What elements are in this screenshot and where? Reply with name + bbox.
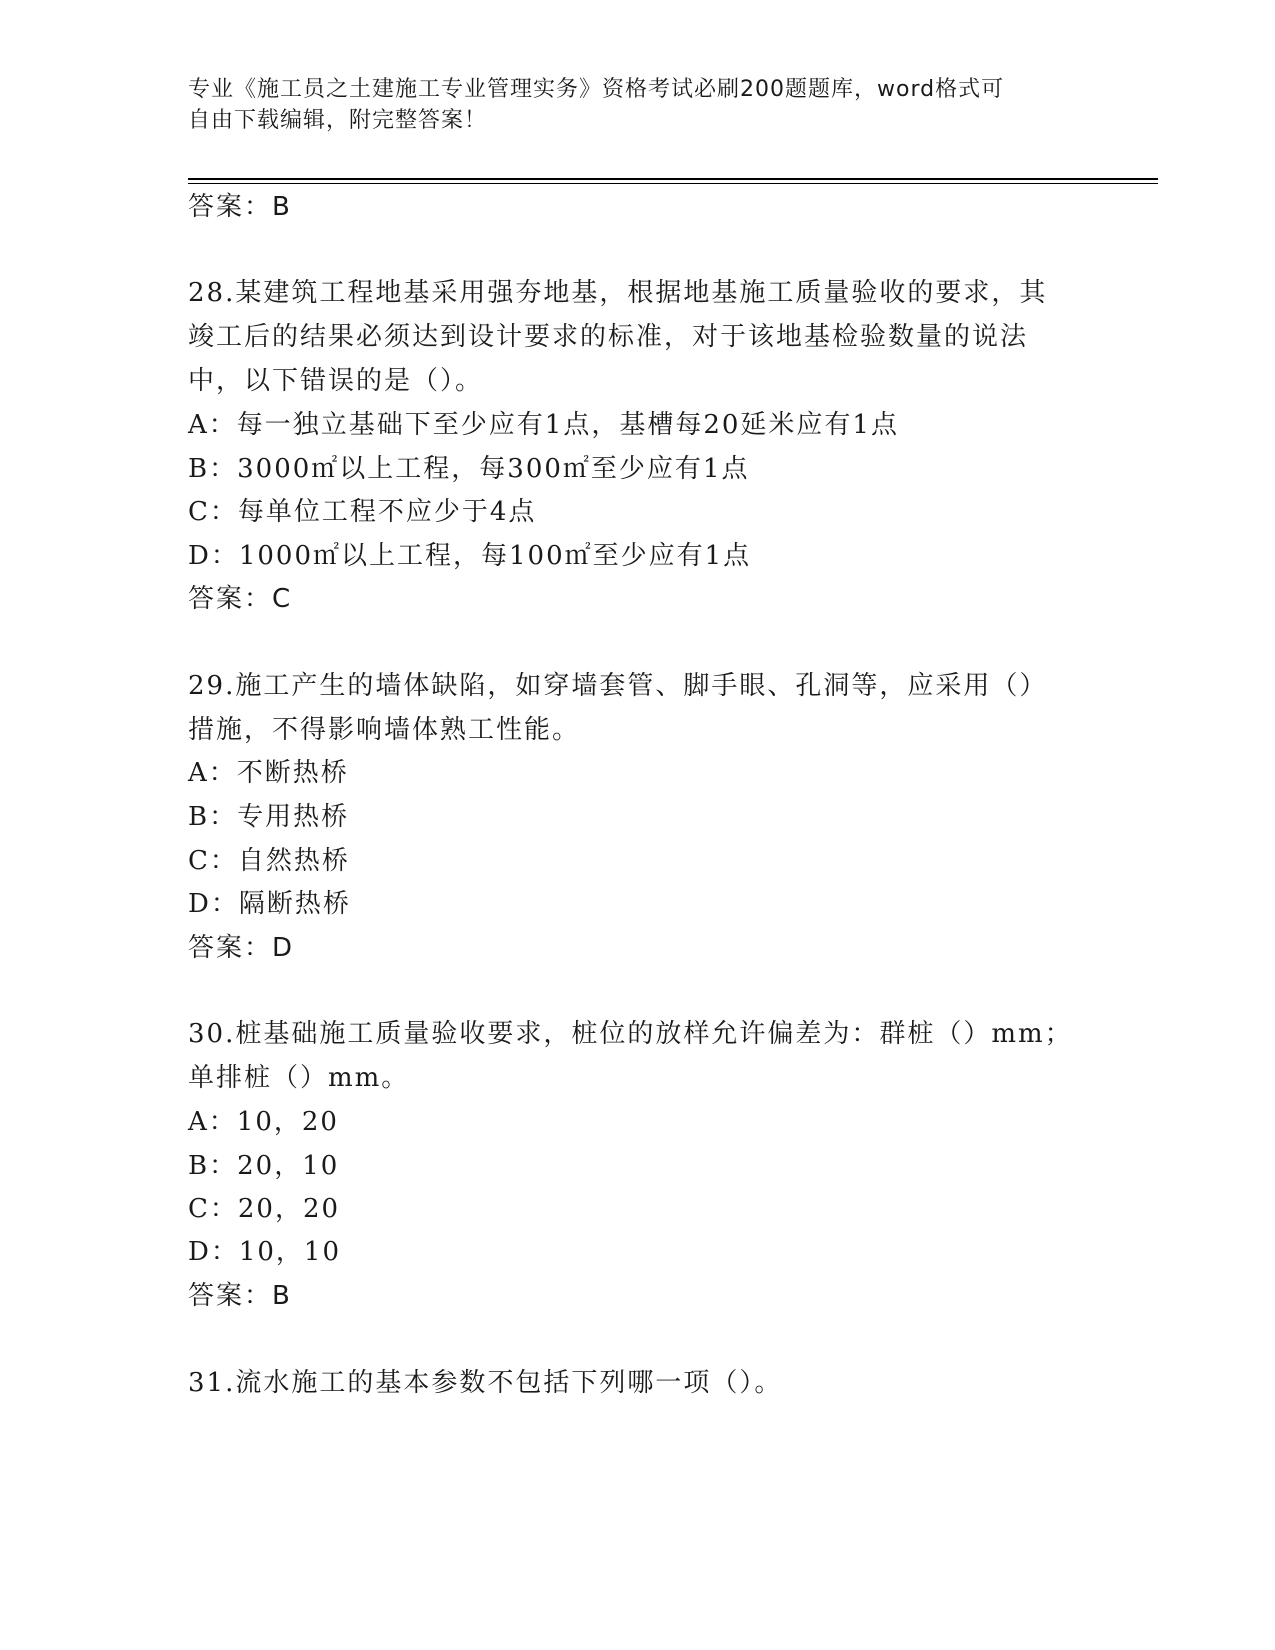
question-29-option-d: D：隔断热桥 bbox=[188, 889, 351, 919]
question-30-option-b: B：20，10 bbox=[188, 1151, 340, 1181]
question-30-option-d: D：10，10 bbox=[188, 1237, 342, 1267]
question-29-option-b: B：专用热桥 bbox=[188, 802, 350, 832]
question-31-line-1: 31.流水施工的基本参数不包括下列哪一项（）。 bbox=[188, 1368, 783, 1398]
question-28-line-2: 竣工后的结果必须达到设计要求的标准，对于该地基检验数量的说法 bbox=[188, 322, 1029, 352]
question-30-option-a: A：10，20 bbox=[188, 1107, 339, 1137]
question-30-option-c: C：20，20 bbox=[188, 1194, 341, 1224]
question-29-option-a: A：不断热桥 bbox=[188, 758, 349, 788]
question-30-answer: 答案：B bbox=[188, 1281, 292, 1311]
question-28-option-c: C：每单位工程不应少于4点 bbox=[188, 497, 537, 527]
page-header bbox=[188, 74, 1088, 136]
question-28-answer: 答案：C bbox=[188, 584, 293, 614]
question-28-option-d: D：1000㎡以上工程，每100㎡至少应有1点 bbox=[188, 541, 752, 571]
question-29-option-c: C：自然热桥 bbox=[188, 846, 350, 876]
question-28-line-3: 中，以下错误的是（）。 bbox=[188, 366, 484, 396]
question-28-option-b: B：3000㎡以上工程，每300㎡至少应有1点 bbox=[188, 454, 750, 484]
header-rule-thick bbox=[188, 178, 1158, 180]
question-30-line-2: 单排桩（）mm。 bbox=[188, 1063, 410, 1093]
header-line-2: 自由下载编辑，附完整答案！ bbox=[188, 108, 488, 133]
question-28-option-a: A：每一独立基础下至少应有1点，基槽每20延米应有1点 bbox=[188, 410, 899, 440]
header-rule-thin bbox=[188, 183, 1158, 184]
question-29-line-1: 29.施工产生的墙体缺陷，如穿墙套管、脚手眼、孔洞等，应采用（） bbox=[188, 671, 1048, 701]
question-29-answer: 答案：D bbox=[188, 933, 295, 963]
header-line-1: 专业《施工员之土建施工专业管理实务》资格考试必刷200题题库，word格式可 bbox=[188, 77, 1005, 102]
question-30-line-1: 30.桩基础施工质量验收要求，桩位的放样允许偏差为：群桩（）mm； bbox=[188, 1019, 1073, 1049]
question-28-line-1: 28.某建筑工程地基采用强夯地基，根据地基施工质量验收的要求，其 bbox=[188, 278, 1048, 308]
previous-answer: 答案：B bbox=[188, 192, 292, 222]
question-29-line-2: 措施，不得影响墙体熟工性能。 bbox=[188, 715, 581, 745]
